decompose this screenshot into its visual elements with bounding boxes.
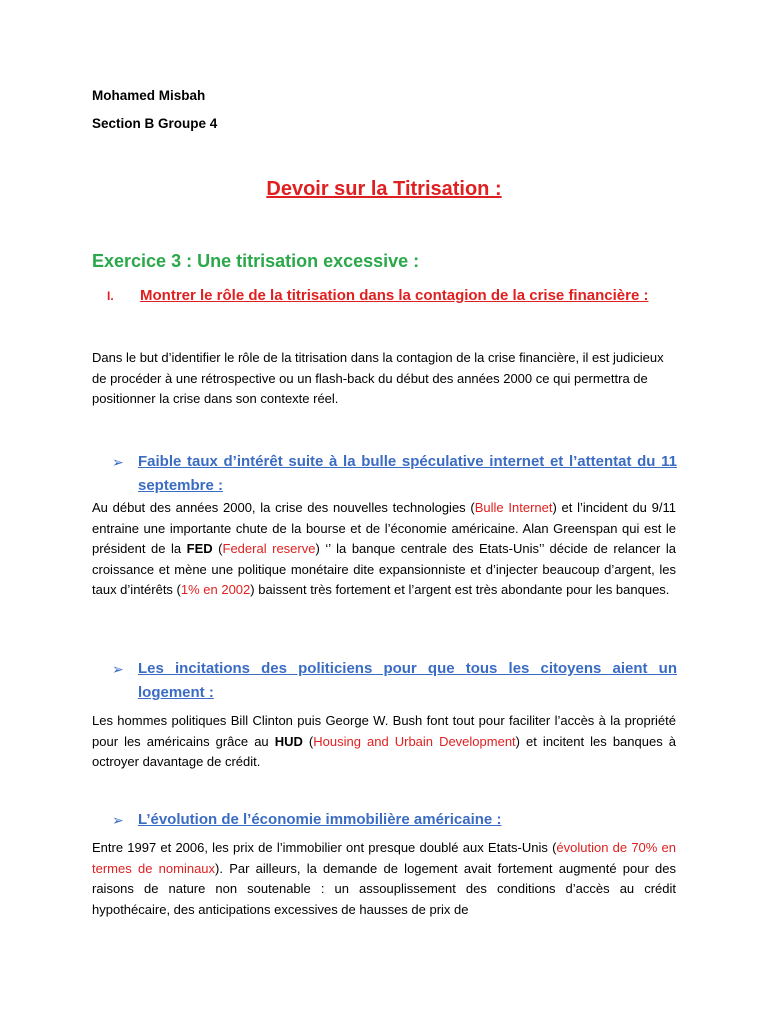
text-run: ( (212, 541, 223, 556)
text-run: ). Par ailleurs, la demande de logement avait fortement augmenté pour des raisons de nature non soutenable : un assouplissement des conditions d’accès au crédit hypothécaire, des anticipations excessives de hausses de prix de (92, 860, 677, 917)
highlight-text: Federal reserve (222, 541, 316, 556)
text-run: ) baissent très fortement et l’argent est très abondante pour les banques. (250, 582, 670, 597)
text-run: Entre 1997 et 2006, les prix de l’immobilier ont presque doublé aux Etats-Unis ( (92, 840, 557, 855)
bold-text: FED (186, 541, 213, 556)
exercise-heading: Exercice 3 : Une titrisation excessive : (92, 251, 420, 271)
text-run: Au début des années 2000, la crise des nouvelles technologies ( (92, 500, 475, 515)
highlight-text: Bulle Internet (474, 500, 553, 515)
bullet-heading-3 (112, 808, 677, 832)
highlight-text: Housing and Urbain Development (313, 733, 516, 749)
section-group: Section B Groupe 4 (92, 116, 218, 131)
text-run: ) et l’incident du 9/11 entraine une importante chute de la bourse et de l’économie américaine. Alan Greenspan qui est le président de la (92, 500, 676, 556)
bullet-paragraph-1 (92, 498, 676, 601)
arrow-bullet-icon: ➢ (112, 661, 124, 677)
section-number: I. (107, 289, 114, 303)
section-heading (107, 287, 648, 304)
text-run: ) et incitent les banques à octroyer davantage de crédit. (92, 733, 676, 769)
bullet-heading-2 (112, 657, 677, 705)
bullet-paragraph-2 (92, 711, 676, 773)
author-name: Mohamed Misbah (92, 88, 206, 103)
bullet-heading-1 (112, 450, 677, 498)
text-run: ) ‘’ la banque centrale des Etats-Unis’’ décide de relancer la croissance et mène une politique monétaire dite expansionniste et d’injecter beaucoup d’argent, les taux d’intérêts ( (92, 541, 676, 597)
bullet-paragraph-3 (92, 838, 676, 920)
section-title: Montrer le rôle de la titrisation dans la contagion de la crise financière : (140, 287, 649, 304)
bold-text: HUD (274, 733, 303, 749)
text-run: Les hommes politiques Bill Clinton puis George W. Bush font tout pour faciliter l’accès à la propriété pour les américains grâce au (92, 713, 676, 749)
arrow-bullet-icon: ➢ (112, 454, 124, 470)
highlight-text: évolution de 70% en termes de nominaux (92, 840, 676, 876)
document-title: Devoir sur la Titrisation : (266, 178, 502, 200)
text-run: ( (302, 733, 314, 749)
bullet-title: L’évolution de l’économie immobilière américaine : (138, 811, 502, 828)
highlight-text: 1% en 2002 (180, 582, 251, 597)
bullet-title: Les incitations des politiciens pour que tous les citoyens aient un logement : (138, 660, 677, 701)
bullet-title: Faible taux d’intérêt suite à la bulle spéculative internet et l’attentat du 11 septembre : (138, 453, 677, 494)
intro-paragraph: Dans le but d’identifier le rôle de la titrisation dans la contagion de la crise financière, il est judicieux de procéder à une rétrospective ou un flash-back du début des années 2000 ce qui permettra de positionner la crise dans son contexte réel. (92, 350, 664, 406)
arrow-bullet-icon: ➢ (112, 812, 124, 828)
